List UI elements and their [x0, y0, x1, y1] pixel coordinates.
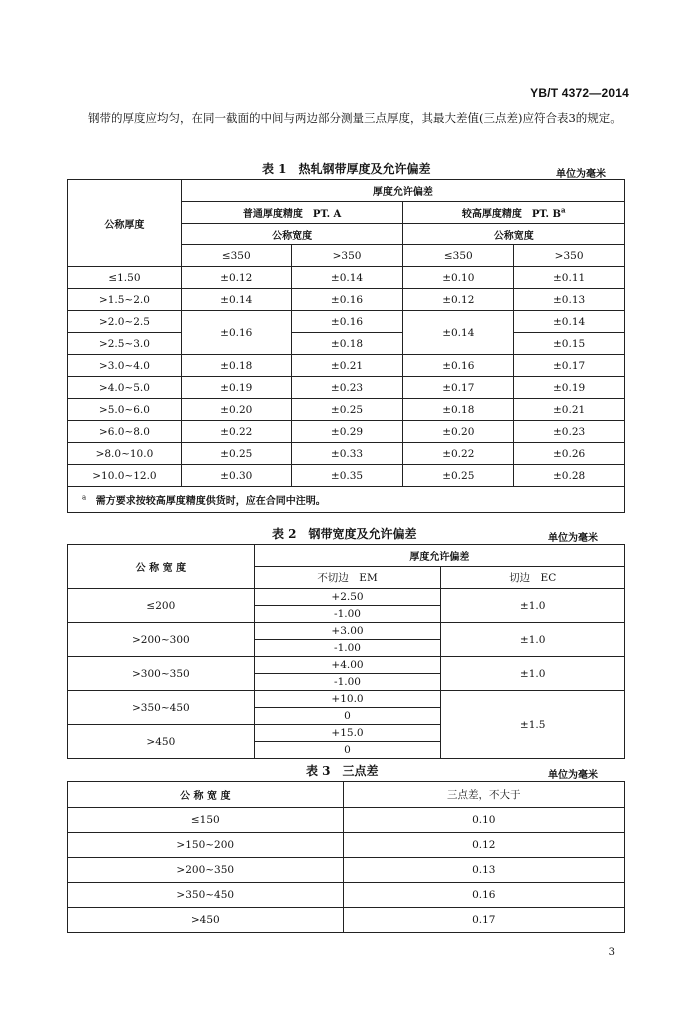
table-row: [68, 267, 625, 289]
table3-unit: 单位为毫米: [548, 770, 598, 781]
cell: ±0.26: [514, 443, 625, 465]
table-row: [68, 399, 625, 421]
cell: ±0.23: [291, 377, 403, 399]
cell: +10.0 0: [254, 691, 441, 725]
cell: >1.5~2.0: [68, 289, 182, 311]
table-row: [68, 908, 625, 933]
table2: [67, 544, 625, 759]
cell: +3.00 -1.00: [254, 623, 441, 657]
cell: ±0.13: [514, 289, 625, 311]
cell: >350~450: [68, 691, 255, 725]
cell: ±0.16: [403, 355, 514, 377]
cell: ≤150: [68, 808, 344, 833]
cell: ±0.18: [181, 355, 291, 377]
t2-header-ec: 切边 EC: [441, 567, 625, 589]
t2-header-width: 公 称 宽 度: [68, 545, 255, 589]
cell: >200~350: [68, 858, 344, 883]
cell: ±0.20: [403, 421, 514, 443]
table-row: [68, 355, 625, 377]
cell: >2.0~2.5: [68, 311, 182, 333]
t2-header-em: 不切边 EM: [254, 567, 441, 589]
cell: ±0.25: [403, 465, 514, 487]
cell: ±0.20: [181, 399, 291, 421]
table-row: [68, 589, 625, 623]
table2-caption: 表 2 钢带宽度及允许偏差: [272, 527, 417, 541]
table-row: [68, 377, 625, 399]
t2-header-tolerance: 厚度允许偏差: [254, 545, 624, 567]
cell: >300~350: [68, 657, 255, 691]
cell: >3.0~4.0: [68, 355, 182, 377]
t1-header-w1: ≤350: [181, 245, 291, 267]
cell: >2.5~3.0: [68, 333, 182, 355]
cell: +4.00 -1.00: [254, 657, 441, 691]
intro-paragraph: 钢带的厚度应均匀，在同一截面的中间与两边部分测量三点厚度，其最大差值(三点差)应符合表3的规定。: [88, 111, 622, 125]
t1-header-tolerance: 厚度允许偏差: [181, 180, 624, 202]
table3-caption: 表 3 三点差: [306, 764, 379, 778]
t1-header-w1: ≤350: [403, 245, 514, 267]
cell: >4.0~5.0: [68, 377, 182, 399]
cell: >350~450: [68, 883, 344, 908]
cell: >10.0~12.0: [68, 465, 182, 487]
cell: ±0.17: [403, 377, 514, 399]
table1: [67, 179, 625, 513]
cell: >450: [68, 725, 255, 759]
table3: [67, 781, 625, 933]
cell: 0.16: [343, 883, 624, 908]
table1-caption: 表 1 热轧钢带厚度及允许偏差: [262, 162, 431, 176]
table-row: [68, 883, 625, 908]
t1-header-width-b: 公称宽度: [403, 224, 625, 245]
t1-header-ptb: 较高厚度精度 PT. $B^a$: [403, 202, 625, 224]
cell: ±0.28: [514, 465, 625, 487]
cell: ±0.19: [181, 377, 291, 399]
cell: ±0.16: [181, 311, 291, 355]
t3-header-diff: 三点差，不大于: [343, 782, 624, 808]
table-row: [68, 657, 625, 691]
cell: ±0.17: [514, 355, 625, 377]
cell: ±1.0: [441, 623, 625, 657]
cell: ±0.15: [514, 333, 625, 355]
cell: >450: [68, 908, 344, 933]
t3-header-width: 公 称 宽 度: [68, 782, 344, 808]
cell: ±1.5: [441, 691, 625, 759]
cell: ±0.29: [291, 421, 403, 443]
cell: ±0.11: [514, 267, 625, 289]
page-number: 3: [608, 947, 615, 958]
table-row: [68, 808, 625, 833]
table-row: [68, 311, 625, 333]
cell: ±0.23: [514, 421, 625, 443]
table2-unit: 单位为毫米: [548, 533, 598, 544]
cell: ±0.14: [514, 311, 625, 333]
cell: 0.10: [343, 808, 624, 833]
t1-header-w2: >350: [291, 245, 403, 267]
t1-header-pta: 普通厚度精度 PT. A: [181, 202, 403, 224]
cell: ±1.0: [441, 657, 625, 691]
table1-unit: 单位为毫米: [556, 169, 606, 180]
cell: ±0.14: [181, 289, 291, 311]
cell: ±0.19: [514, 377, 625, 399]
standard-code: YB/T 4372—2014: [530, 86, 629, 100]
cell: ±0.14: [403, 311, 514, 355]
cell: 0.17: [343, 908, 624, 933]
cell: >8.0~10.0: [68, 443, 182, 465]
table-row: [68, 691, 625, 725]
t1-header-w2: >350: [514, 245, 625, 267]
cell: ≤200: [68, 589, 255, 623]
cell: ±0.25: [181, 443, 291, 465]
cell: ±0.12: [403, 289, 514, 311]
cell: ≤1.50: [68, 267, 182, 289]
cell: ±0.33: [291, 443, 403, 465]
table-row: [68, 833, 625, 858]
table-row: [68, 443, 625, 465]
cell: +15.0 0: [254, 725, 441, 759]
table-row: [68, 421, 625, 443]
table-row: [68, 623, 625, 657]
t1-header-nominal: 公称厚度: [68, 180, 182, 267]
table1-footnote: $^a$ 需方要求按较高厚度精度供货时，应在合同中注明。: [68, 487, 625, 513]
table-row: [68, 289, 625, 311]
cell: >5.0~6.0: [68, 399, 182, 421]
cell: ±0.35: [291, 465, 403, 487]
cell: ±0.22: [181, 421, 291, 443]
cell: ±1.0: [441, 589, 625, 623]
cell: ±0.16: [291, 289, 403, 311]
cell: >6.0~8.0: [68, 421, 182, 443]
cell: ±0.18: [403, 399, 514, 421]
cell: ±0.18: [291, 333, 403, 355]
table-row: [68, 465, 625, 487]
cell: ±0.22: [403, 443, 514, 465]
cell: ±0.21: [291, 355, 403, 377]
cell: >200~300: [68, 623, 255, 657]
cell: 0.12: [343, 833, 624, 858]
cell: ±0.21: [514, 399, 625, 421]
cell: ±0.30: [181, 465, 291, 487]
cell: >150~200: [68, 833, 344, 858]
table-row: [68, 333, 625, 355]
table-row: [68, 858, 625, 883]
cell: ±0.16: [291, 311, 403, 333]
cell: ±0.25: [291, 399, 403, 421]
cell: +2.50 -1.00: [254, 589, 441, 623]
t1-header-width-a: 公称宽度: [181, 224, 403, 245]
cell: ±0.14: [291, 267, 403, 289]
cell: ±0.10: [403, 267, 514, 289]
cell: ±0.12: [181, 267, 291, 289]
cell: 0.13: [343, 858, 624, 883]
